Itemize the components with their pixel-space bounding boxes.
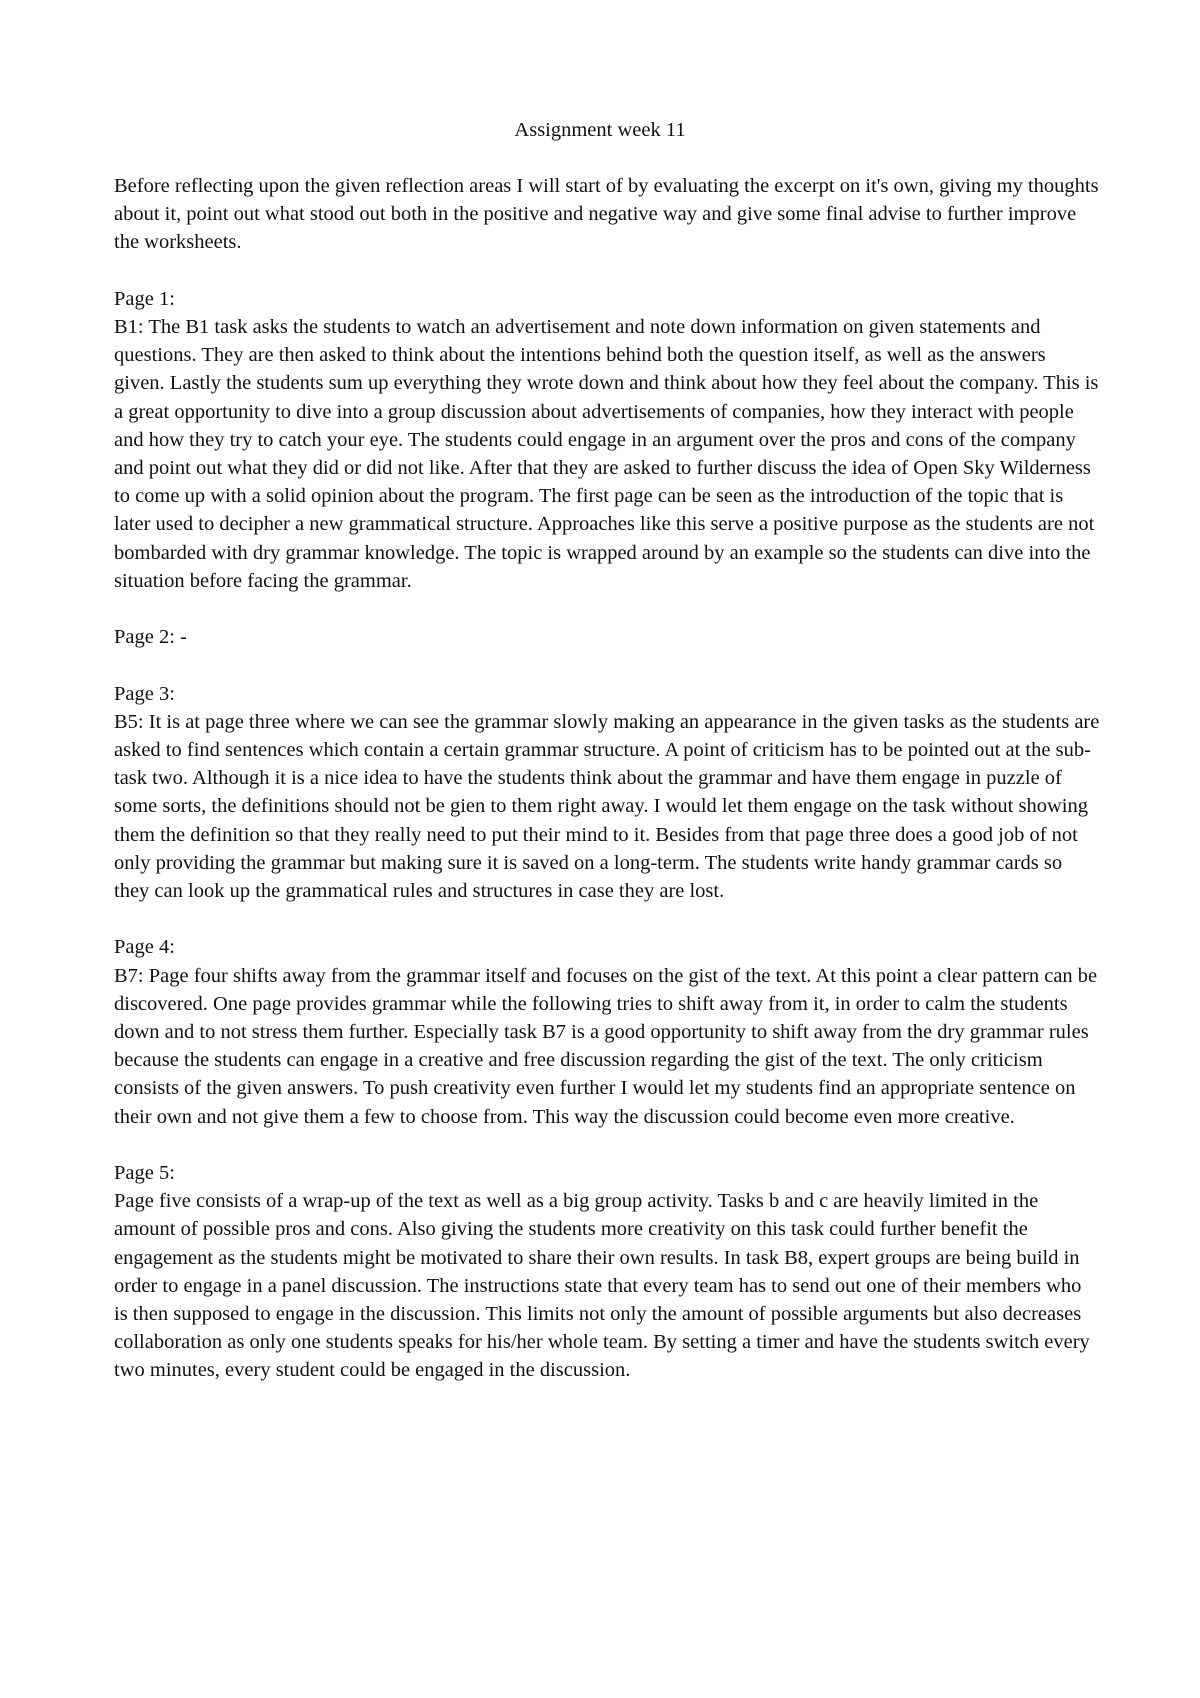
document-title: Assignment week 11 (514, 119, 686, 141)
section-label: Page 1: (114, 287, 175, 310)
section-text: B5: It is at page three where we can see the grammar slowly making an appearance in the given tasks as the students are asked to find sentences which contain a certain grammar structure. A point of criticism has to be pointed out at the sub-task two. Although it is a nice idea to have the students think about the grammar and have them engage in puzzle of some sorts, the definitions should not be gien to them right away. I would let them engage on the task without showing them the definition so that they really need to put their mind to it. Besides from that page three does a good job of not only providing the grammar but making sure it is saved on a long-term. The students write handy grammar cards so they can look up the grammatical rules and structures in case they are lost. (114, 710, 1100, 903)
section-label: Page 4: (114, 936, 175, 959)
document-body (114, 172, 1100, 1413)
section-page-1 (114, 285, 1100, 595)
section-label: Page 5: (114, 1162, 175, 1185)
section-page-5 (114, 1159, 1100, 1385)
section-page-2 (114, 623, 1100, 651)
section-text: B7: Page four shifts away from the grammar itself and focuses on the gist of the text. At this point a clear pattern can be discovered. One page provides grammar while the following tries to shift away from it, in order to calm the students down and to not stress them further. Especially task B7 is a good opportunity to shift away from the dry grammar rules because the students can engage in a creative and free discussion regarding the gist of the text. The only criticism consists of the given answers. To push creativity even further I would let my students find an appropriate sentence on their own and not give them a few to choose from. This way the discussion could become even more creative. (114, 964, 1098, 1128)
intro-paragraph: Before reflecting upon the given reflection areas I will start of by evaluating the excerpt on it's own, giving my thoughts about it, point out what stood out both in the positive and negative way and give some final advise to further improve the worksheets. (114, 175, 1099, 254)
section-text: Page five consists of a wrap-up of the text as well as a big group activity. Tasks b and c are heavily limited in the amount of possible pros and cons. Also giving the students more creativity on this task could further benefit the engagement as the students might be motivated to share their own results. In task B8, expert groups are being build in order to engage in a panel discussion. The instructions state that every team has to send out one of their members who is then supposed to engage in the discussion. This limits not only the amount of possible arguments but also decreases collaboration as only one students speaks for his/her whole team. By setting a timer and have the students switch every two minutes, every student could be engaged in the discussion. (114, 1190, 1090, 1382)
section-page-3 (114, 680, 1100, 906)
section-text: B1: The B1 task asks the students to watch an advertisement and note down information on given statements and questions. They are then asked to think about the intentions behind both the question itself, as well as the answers given. Lastly the students sum up everything they wrote down and think about how they feel about the company. This is a great opportunity to dive into a group discussion about advertisements of companies, how they interact with people and how they try to catch your eye. The students could engage in an argument over the pros and cons of the company and point out what they did or did not like. After that they are asked to further discuss the idea of Open Sky Wilderness to come up with a solid opinion about the program. The first page can be seen as the introduction of the topic that is later used to decipher a new grammatical structure. Approaches like this serve a positive purpose as the students are not bombarded with dry grammar knowledge. The topic is wrapped around by an example so the students can dive into the situation before facing the grammar. (114, 316, 1099, 592)
section-page-4 (114, 933, 1100, 1130)
section-label: Page 2: - (114, 626, 187, 649)
section-label: Page 3: (114, 682, 175, 705)
